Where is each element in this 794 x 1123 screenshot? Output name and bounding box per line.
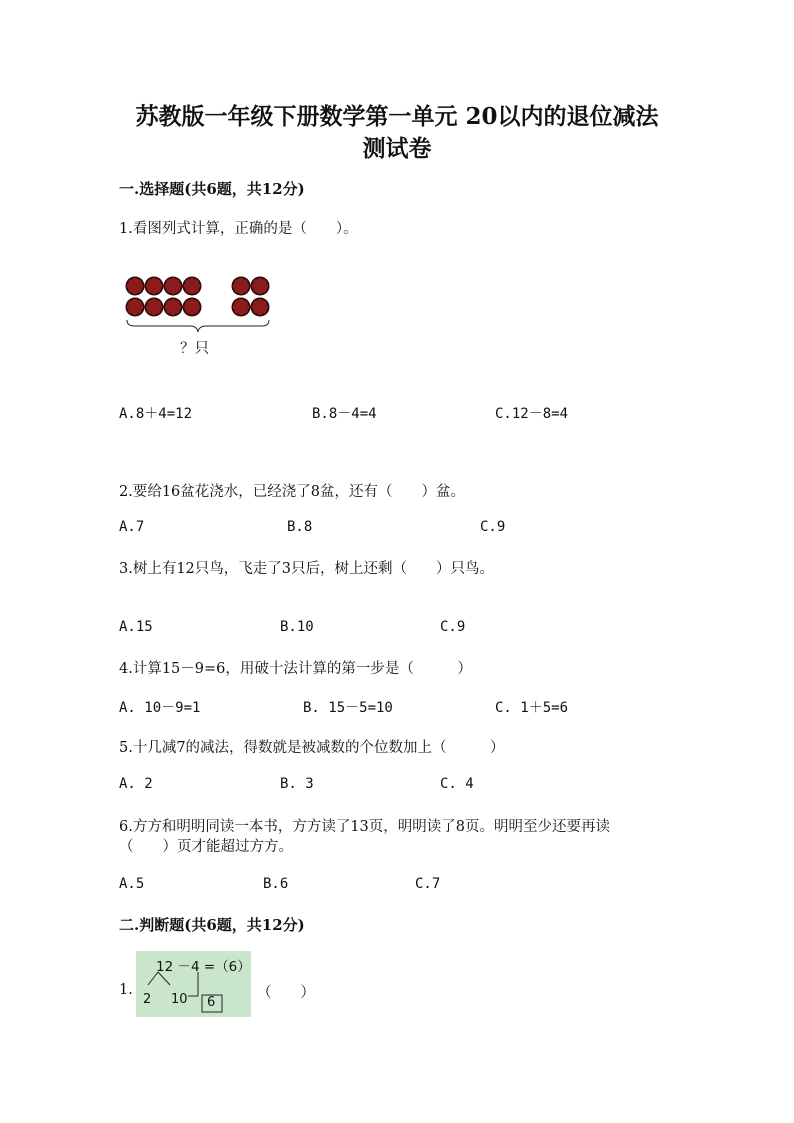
- option-b: B.10: [280, 619, 314, 635]
- document-title-line1: 苏教版一年级下册数学第一单元 20以内的退位减法: [135, 103, 659, 130]
- flower-icon: [164, 298, 183, 317]
- flower-icon: [145, 298, 164, 317]
- flower-count-figure: [124, 274, 274, 364]
- section-heading: 一.选择题(共6题，共12分): [119, 180, 305, 198]
- option-a: A.8＋4=12: [119, 406, 193, 422]
- option-a: A.5: [119, 876, 145, 892]
- option-b: B.6: [263, 876, 289, 892]
- option-b: B. 15－5=10: [303, 700, 393, 716]
- split-right-number: 10: [171, 992, 188, 1007]
- option-b: B.8: [287, 519, 313, 535]
- boxed-number: 6: [207, 995, 216, 1010]
- flower-icon: [126, 298, 145, 317]
- option-c: C.9: [480, 519, 506, 535]
- flower-icon: [251, 298, 270, 317]
- option-c: C.12－8=4: [495, 406, 569, 422]
- question-stem: 2.要给16盆花浇水，已经浇了8盆，还有（ ）盆。: [119, 484, 466, 500]
- option-b: B.8－4=4: [312, 406, 377, 422]
- flower-icon: [126, 277, 145, 296]
- option-a: A.7: [119, 519, 145, 535]
- flower-icon: [145, 277, 164, 296]
- flower-icon: [251, 277, 270, 296]
- brace-line: [127, 320, 269, 332]
- option-a: A. 10－9=1: [119, 700, 201, 716]
- option-c: C. 4: [440, 776, 474, 792]
- flower-icon: [232, 298, 251, 317]
- question-stem: 5.十几减7的减法，得数就是被减数的个位数加上（ ）: [119, 740, 505, 756]
- option-a: A.15: [119, 619, 153, 635]
- decomposition-equation: 12 －4 =（6）: [156, 959, 251, 975]
- answer-blank: （ ）: [257, 985, 315, 1001]
- option-b: B. 3: [280, 776, 314, 792]
- split-left-number: 2: [143, 992, 152, 1007]
- document-title-line2: 测试卷: [362, 135, 432, 162]
- question-stem: 3.树上有12只鸟，飞走了3只后，树上还剩（ ）只鸟。: [119, 561, 495, 577]
- flower-icon: [183, 277, 202, 296]
- figure-question-label: ？只: [180, 341, 209, 357]
- flower-icon: [183, 298, 202, 317]
- decomposition-figure: [136, 951, 251, 1017]
- section-heading: 二.判断题(共6题，共12分): [119, 916, 305, 934]
- flower-icon: [232, 277, 251, 296]
- flower-icon: [164, 277, 183, 296]
- option-c: C.9: [440, 619, 466, 635]
- question-stem-line1: 6.方方和明明同读一本书，方方读了13页，明明读了8页。明明至少还要再读: [119, 819, 611, 835]
- option-a: A. 2: [119, 776, 153, 792]
- option-c: C.7: [415, 876, 441, 892]
- judgement-number: 1.: [119, 982, 133, 998]
- question-stem: 4.计算15－9=6，用破十法计算的第一步是（ ）: [119, 661, 472, 677]
- question-stem-line2: （ ）页才能超过方方。: [119, 839, 293, 855]
- question-stem: 1.看图列式计算，正确的是（ ）。: [119, 221, 358, 237]
- option-c: C. 1＋5=6: [495, 700, 569, 716]
